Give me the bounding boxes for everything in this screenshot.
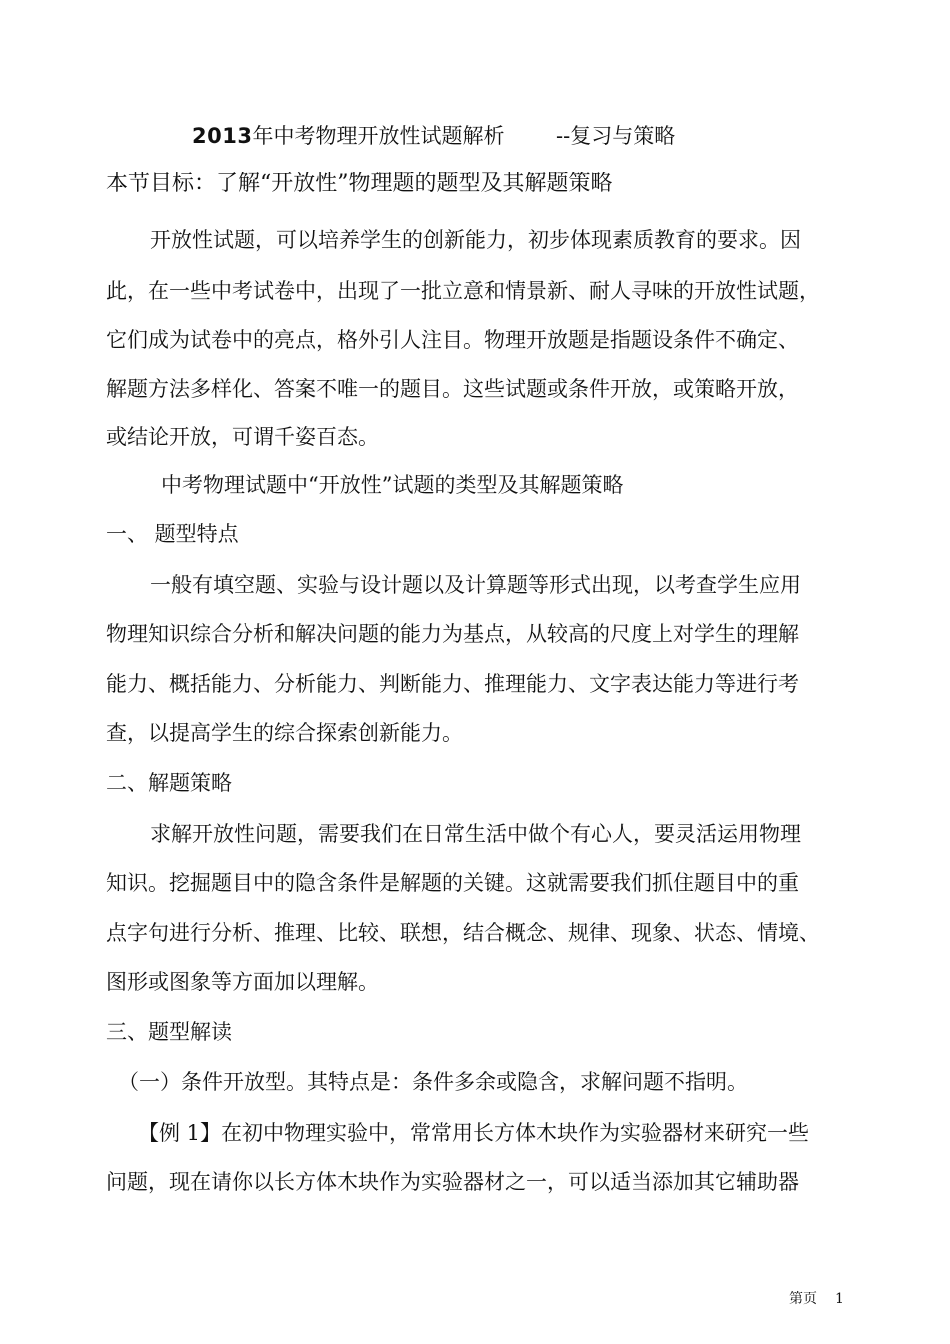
example-label: 【例 1】 <box>138 1121 222 1145</box>
example-1-line: 问题，现在请你以长方体木块作为实验器材之一，可以适当添加其它辅助器 <box>106 1170 799 1194</box>
part1-line: 一般有填空题、实验与设计题以及计算题等形式出现，以考查学生应用 <box>150 573 801 597</box>
intro-line: 解题方法多样化、答案不唯一的题目。这些试题或条件开放，或策略开放， <box>106 377 799 401</box>
intro-line: 开放性试题，可以培养学生的创新能力，初步体现素质教育的要求。因 <box>150 228 801 252</box>
part2-line: 点字句进行分析、推理、比较、联想，结合概念、规律、现象、状态、情境、 <box>106 921 820 945</box>
section-title: 中考物理试题中“开放性”试题的类型及其解题策略 <box>161 473 624 497</box>
intro-line: 它们成为试卷中的亮点，格外引人注目。物理开放题是指题设条件不确定、 <box>106 328 799 352</box>
part1-line: 能力、概括能力、分析能力、判断能力、推理能力、文字表达能力等进行考 <box>106 672 799 696</box>
part3-heading: 三、题型解读 <box>106 1020 232 1044</box>
page-footer <box>789 1288 844 1308</box>
intro-line: 此，在一些中考试卷中，出现了一批立意和情景新、耐人寻味的开放性试题， <box>106 279 820 303</box>
title-main <box>192 120 504 150</box>
page-number: 1 <box>835 1291 844 1307</box>
title-suffix: --复习与策略 <box>556 124 676 148</box>
part2-line: 求解开放性问题，需要我们在日常生活中做个有心人，要灵活运用物理 <box>150 822 801 846</box>
part2-heading: 二、解题策略 <box>106 771 232 795</box>
section-goal: 本节目标：了解“开放性”物理题的题型及其解题策略 <box>106 172 613 196</box>
part3-subheading: （一）条件开放型。其特点是：条件多余或隐含，求解问题不指明。 <box>118 1070 748 1094</box>
title-text: 年中考物理开放性试题解析 <box>252 124 505 148</box>
example-1-line <box>138 1121 852 1145</box>
intro-line: 或结论开放，可谓千姿百态。 <box>106 425 379 449</box>
part2-line: 图形或图象等方面加以理解。 <box>106 970 379 994</box>
part1-heading: 一、 题型特点 <box>106 522 239 546</box>
part2-line: 知识。挖掘题目中的隐含条件是解题的关键。这就需要我们抓住题目中的重 <box>106 871 799 895</box>
part1-line: 物理知识综合分析和解决问题的能力为基点，从较高的尺度上对学生的理解 <box>106 622 799 646</box>
example-text: 在初中物理实验中，常常用长方体木块作为实验器材来研究一些 <box>221 1121 810 1145</box>
document-title <box>0 120 950 150</box>
part1-line: 查，以提高学生的综合探索创新能力。 <box>106 721 463 745</box>
title-year: 2013 <box>192 124 253 148</box>
page-label: 第页 <box>789 1291 817 1307</box>
